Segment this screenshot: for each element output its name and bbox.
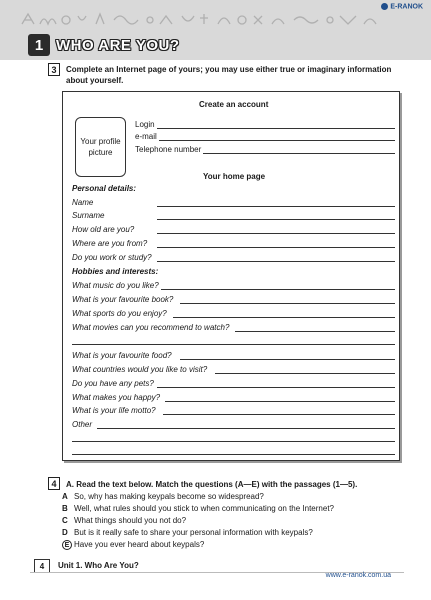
login-label: Login	[135, 120, 155, 129]
list-item: C What things should you not do?	[62, 516, 187, 525]
age-label: How old are you?	[72, 225, 135, 234]
header-band	[0, 0, 431, 60]
music-field[interactable]	[161, 289, 395, 290]
profile-picture-placeholder[interactable]	[75, 117, 126, 177]
email-field[interactable]	[159, 140, 395, 141]
footer-url-link[interactable]: www.e-ranok.com.ua	[325, 572, 391, 579]
other-field-extra-line-1[interactable]	[72, 441, 395, 442]
pets-label: Do you have any pets?	[72, 379, 154, 388]
logo-icon	[381, 3, 388, 10]
movies-field-extra-line[interactable]	[72, 344, 395, 345]
personal-details-label: Personal details:	[72, 184, 137, 193]
login-field[interactable]	[157, 128, 395, 129]
unit-title-bar	[28, 33, 180, 57]
email-label: e-mail	[135, 132, 157, 141]
pets-field[interactable]	[157, 387, 395, 388]
music-label: What music do you like?	[72, 281, 159, 290]
list-item: D But is it really safe to share your personal information with keypals?	[62, 528, 313, 537]
page-number: 4	[34, 559, 50, 573]
happy-label: What makes you happy?	[72, 393, 161, 402]
other-field-extra-line-2[interactable]	[72, 454, 395, 455]
age-field[interactable]	[157, 233, 395, 234]
motto-field[interactable]	[163, 414, 395, 415]
create-account-heading: Create an account	[199, 100, 269, 109]
from-label: Where are you from?	[72, 239, 148, 248]
work-study-field[interactable]	[157, 261, 395, 262]
profile-picture-label-line1: Your profile	[80, 137, 121, 146]
from-field[interactable]	[157, 247, 395, 248]
happy-field[interactable]	[165, 401, 395, 402]
surname-label: Surname	[72, 211, 105, 220]
decorative-letters-icon	[20, 10, 380, 30]
circled-letter: E	[62, 540, 72, 550]
movies-label: What movies can you recommend to watch?	[72, 323, 230, 332]
other-label: Other	[72, 420, 93, 429]
home-page-heading: Your home page	[203, 172, 266, 181]
name-label: Name	[72, 198, 94, 207]
profile-picture-label-line2: picture	[88, 148, 113, 157]
task-3-number: 3	[48, 63, 60, 76]
surname-field[interactable]	[157, 219, 395, 220]
food-label: What is your favourite food?	[72, 351, 172, 360]
sports-label: What sports do you enjoy?	[72, 309, 167, 318]
book-field[interactable]	[180, 303, 395, 304]
task-4-instruction: A. Read the text below. Match the questions (A—E) with the passages (1—5).	[66, 480, 358, 489]
telephone-label: Telephone number	[135, 145, 202, 154]
motto-label: What is your life motto?	[72, 406, 156, 415]
food-field[interactable]	[180, 359, 395, 360]
countries-label: What countries would you like to visit?	[72, 365, 208, 374]
internet-page-form	[62, 91, 400, 461]
hobbies-label: Hobbies and interests:	[72, 267, 159, 276]
unit-title: WHO ARE YOU?	[56, 36, 180, 54]
task-3-instruction-line2: about yourself.	[66, 76, 124, 85]
other-field[interactable]	[97, 428, 395, 429]
sports-field[interactable]	[173, 317, 395, 318]
unit-number: 1	[28, 34, 50, 56]
publisher-logo: E-RANOK	[381, 3, 423, 10]
book-label: What is your favourite book?	[72, 295, 174, 304]
countries-field[interactable]	[215, 373, 395, 374]
list-item: B Well, what rules should you stick to when communicating on the Internet?	[62, 504, 334, 513]
name-field[interactable]	[157, 206, 395, 207]
telephone-field[interactable]	[203, 153, 395, 154]
movies-field[interactable]	[235, 331, 395, 332]
list-item: A So, why has making keypals become so widespread?	[62, 492, 264, 501]
footer-unit-label: Unit 1. Who Are You?	[58, 561, 139, 570]
task-3-instruction-line1: Complete an Internet page of yours; you may use either true or imaginary information	[66, 65, 392, 74]
list-item: E Have you ever heard about keypals?	[62, 540, 204, 550]
task-4-number: 4	[48, 477, 60, 490]
work-study-label: Do you work or study?	[72, 253, 152, 262]
